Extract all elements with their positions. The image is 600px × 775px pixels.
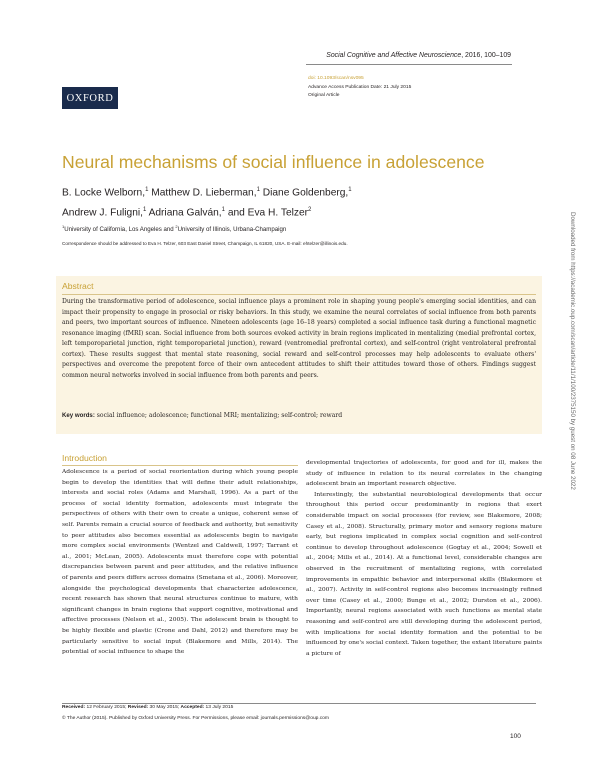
affil-text: University of California, Los Angeles and: [64, 226, 176, 234]
footer-divider: [62, 703, 536, 704]
author-line-2: [62, 202, 462, 222]
doi-link[interactable]: doi: 10.1093/scan/nsv095: [308, 76, 364, 81]
download-watermark: [566, 212, 576, 546]
journal-year-pages: , 2016, 100–109: [461, 52, 511, 59]
author-name[interactable]: Adriana Galván,: [146, 207, 222, 219]
article-history: [62, 705, 233, 710]
author-affil-mark: 1: [145, 187, 149, 193]
author-name[interactable]: and Eva H. Telzer: [224, 207, 309, 219]
header-divider: [306, 64, 512, 65]
author-name[interactable]: Andrew J. Fuligni,: [62, 207, 143, 219]
article-meta: [308, 75, 411, 101]
abstract-divider: [62, 294, 536, 295]
paragraph: Interestingly, the substantial neurobiological developments that occur throughout this period occur predominantly in regions that exert considerable impact on social processes (for review, see Blakemore, 2008; Casey et al., 2008). Structurally, primary motor and sensory regions mature early, but regions implicated in complex social cognition and self-control continue to develop throughout adolescence (Gogtay et al., 2004; Sowell et al., 2004; Mills et al., 2014). At a functional level, considerable changes are observed in the recruitment of mentalizing regions, with correlated improvements in empathic behavior and interpersonal skills (Blakemore et al., 2007). Activity in self-control regions also becomes increasingly refined over time (Casey et al., 2000; Bunge et al., 2002; Durston et al., 2006). Importantly, neural regions associated with such functions as mental state reasoning and self-control are still developing during the adolescent period, with implications for social identity formation and the potential to be influenced by one's social context. Taken together, the extant literature paints a picture of: [306, 490, 542, 657]
author-name[interactable]: Matthew D. Lieberman,: [148, 187, 257, 199]
author-affil-mark: 1: [142, 206, 147, 213]
affil-text: University of Illinois, Urbana-Champaign: [177, 226, 287, 234]
keywords-label: Key words:: [62, 412, 95, 419]
affiliations: [62, 224, 286, 233]
paragraph: developmental trajectories of adolescents, for good and for ill, makes the study of influence in relation to its neural correlates in the changing adolescent brain an important research objective.: [306, 459, 542, 488]
author-affil-mark: 1: [221, 206, 225, 213]
paragraph: Adolescence is a period of social reorientation during which young people begin to develop the identities that will define their adult relationships, interests and social roles (Adams and Marshall, 1996). As a part of the process of social identity formation, adolescents must integrate the perspectives of others with their own to create a unique, coherent sense of self. Parents remain a crucial source of feedback and authority, but sensitivity to peer attitudes also becomes essential as adolescents begin to navigate more complex social environments (Wentzel and Caldwell, 1997; Tarrant et al., 2001; McLean, 2005). Adolescents must therefore cope with potential discrepancies between parent and peer attitudes, and the relative influence of parents and peers differs across domains (Smetana et al., 2006). Moreover, alongside the psychological developments that characterize adolescence, recent research has shown that neural structures continue to mature, with significant changes in brain regions that support cognitive, motivational and affective processes (Nelson et al., 2005). The adolescent brain is thought to be highly flexible and plastic (Crone and Dahl, 2012) and therefore may be particularly sensitive to social input (Blakemore and Mills, 2014). The potential of social influence to shape the: [62, 468, 298, 656]
author-affil-mark: 1: [348, 187, 352, 193]
introduction-heading: Introduction: [62, 453, 107, 463]
author-list: [62, 182, 462, 222]
received-date: 12 February 2015;: [85, 705, 128, 710]
abstract-body: During the transformative period of adolescence, social influence plays a prominent role in shaping young people's emerging social identities, and can impact their propensity to engage in prosocial or risky behaviors. In this study, we examine the neural correlates of social influence from both parents and peers, two important sources of influence. Nineteen adolescents (age 16–18 years) completed a social influence task during a functional magnetic resonance imaging (fMRI) scan. Social influence from both sources evoked activity in brain regions implicated in mentalizing (medial prefrontal cortex, left temporoparietal junction, right temporoparietal junction), reward (ventromedial prefrontal cortex), and self-control (right ventrolateral prefrontal cortex). These results suggest that mental state reasoning, social reward and self-control processes may help adolescents to evaluate others' perspectives and overcome the prepotent force of their own antecedent attitudes to shift their attitudes toward those of others. Findings suggest common neural networks involved in social influence from both parents and peers.: [62, 298, 536, 379]
publisher-logo[interactable]: OXFORD: [62, 87, 118, 109]
download-note: Downloaded from https://academic.oup.com/scan/article/11/1/100/2375150 by guest on 08 June 2022: [569, 212, 576, 490]
affil-mark: 1: [62, 224, 65, 229]
author-line-1: [62, 182, 462, 202]
revised-label: Revised:: [127, 705, 149, 710]
article-title: Neural mechanisms of social influence in adolescence: [62, 152, 485, 172]
correspondence-note: Correspondence should be addressed to Eva H. Telzer, 603 East Daniel Street, Champaign, IL 61820, USA. E-mail: ehtelzer@illinois.edu.: [62, 241, 348, 246]
page-number: 100: [510, 733, 521, 740]
author-name[interactable]: B. Locke Welborn,: [62, 187, 146, 199]
article-type: Original Article: [308, 93, 340, 99]
author-affil-mark: 1: [256, 187, 260, 193]
accepted-label: Accepted:: [180, 705, 205, 710]
body-column-left: [62, 467, 298, 658]
received-label: Received:: [62, 705, 86, 710]
copyright-notice: © The Author (2015). Published by Oxford University Press. For Permissions, please email: journals.permissions@oup.com: [62, 716, 329, 721]
publication-date: Advance Access Publication Date: 21 July 2015: [308, 84, 412, 90]
author-name[interactable]: Diane Goldenberg,: [259, 187, 349, 199]
keywords: [62, 412, 342, 419]
accepted-date: 13 July 2015: [204, 705, 234, 710]
keywords-list: social influence; adolescence; functional MRI; mentalizing; self-control; reward: [94, 412, 343, 419]
journal-name[interactable]: Social Cognitive and Affective Neuroscience: [326, 52, 462, 59]
journal-citation: [326, 52, 511, 59]
abstract-heading: Abstract: [62, 281, 94, 291]
body-column-right: [306, 458, 542, 659]
revised-date: 30 May 2015;: [148, 705, 181, 710]
author-affil-mark: 2: [308, 206, 312, 213]
introduction-divider: [62, 465, 298, 466]
affil-mark: 2: [175, 224, 178, 229]
